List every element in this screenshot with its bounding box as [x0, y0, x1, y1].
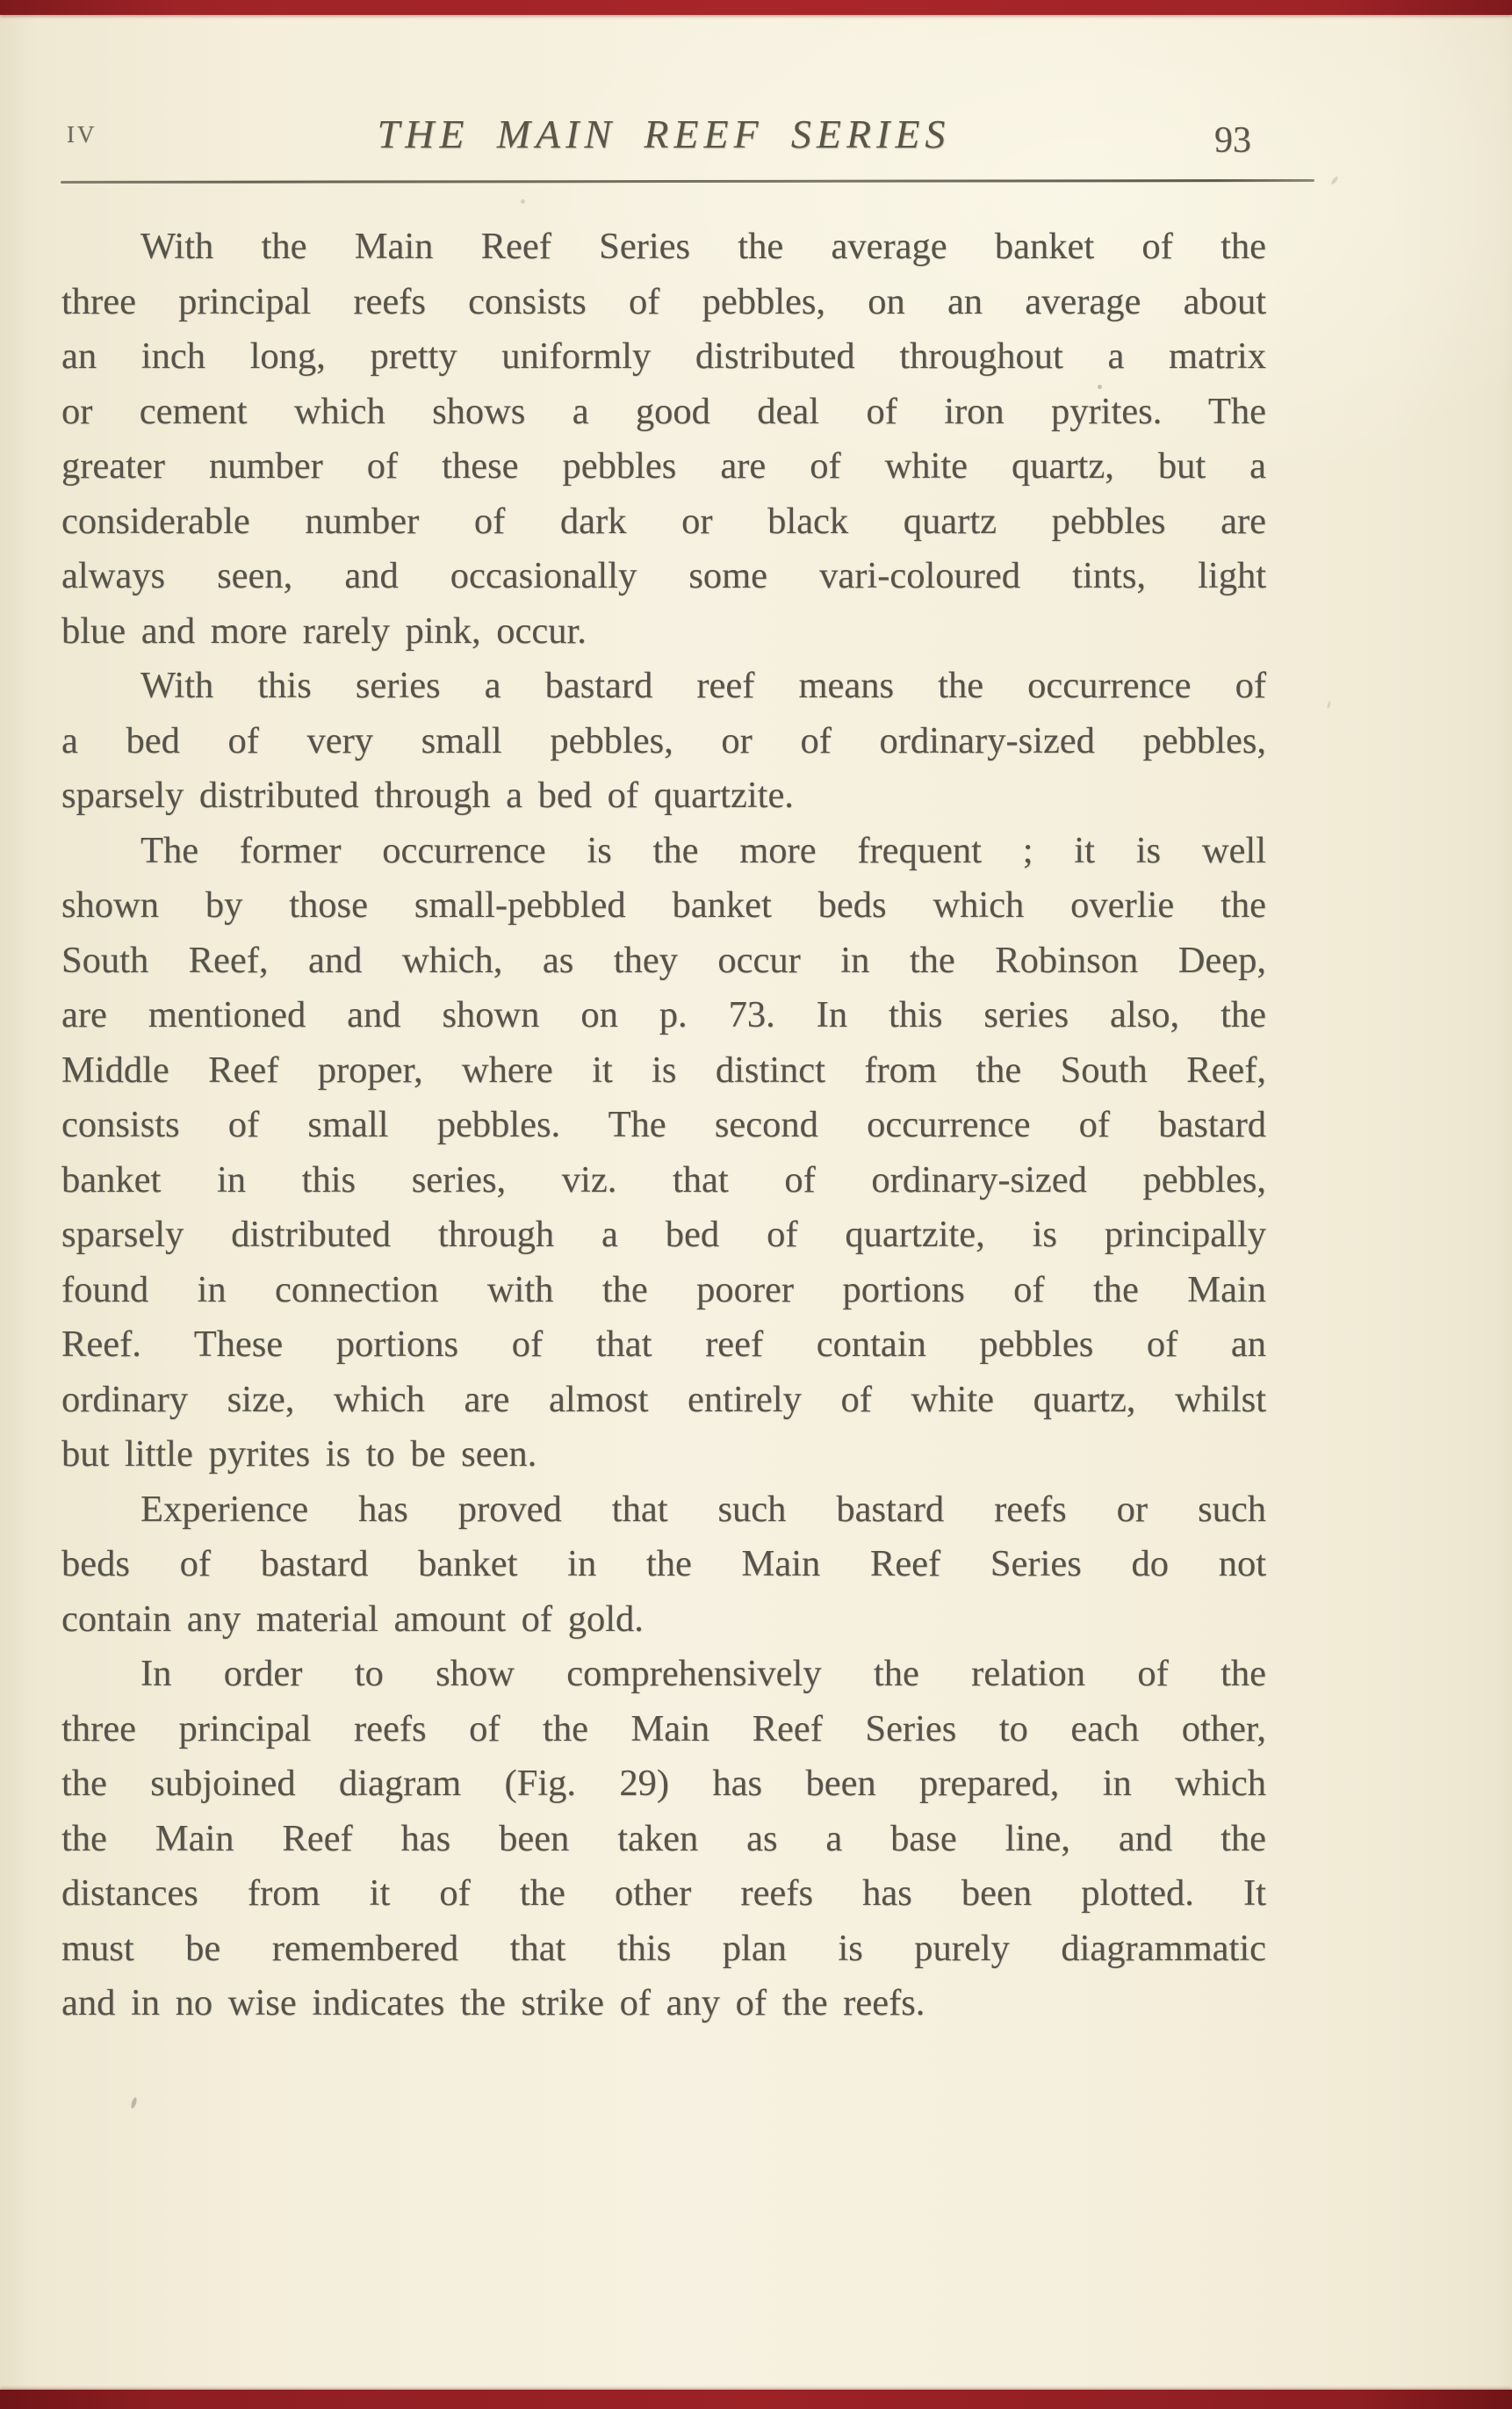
- body-text: [61, 220, 1266, 2031]
- text-line: consists of small pebbles. The second occurrence of bastard: [61, 1104, 1266, 1145]
- text-line: always seen, and occasionally some vari-coloured tints, light: [61, 555, 1266, 596]
- text-line: considerable number of dark or black quartz pebbles are: [61, 500, 1266, 542]
- text-line: a bed of very small pebbles, or of ordinary-sized pebbles,: [61, 719, 1266, 761]
- text-line: Reef. These portions of that reef contain pebbles of an: [61, 1324, 1266, 1365]
- scan-edge-top: [0, 0, 1512, 15]
- text-line: shown by those small-pebbled banket beds which overlie the: [61, 884, 1266, 926]
- text-line: banket in this series, viz. that of ordinary-sized pebbles,: [61, 1158, 1266, 1201]
- text-line: contain any material amount of gold.: [61, 1598, 644, 1640]
- text-line: the Main Reef has been taken as a base line, and the: [61, 1817, 1266, 1859]
- text-line: three principal reefs consists of pebbles, on an average about: [61, 280, 1266, 322]
- text-line: three principal reefs of the Main Reef Series to each other,: [61, 1707, 1266, 1749]
- text-line: or cement which shows a good deal of iron pyrites. The: [61, 390, 1266, 432]
- text-line: beds of bastard banket in the Main Reef Series do not: [61, 1543, 1266, 1584]
- text-line: and in no wise indicates the strike of any of the reefs.: [61, 1982, 925, 2023]
- text-line: Experience has proved that such bastard reefs or such: [140, 1488, 1266, 1530]
- text-line: must be remembered that this plan is purely diagrammatic: [61, 1927, 1266, 1969]
- text-line: In order to show comprehensively the relation of the: [140, 1653, 1266, 1694]
- text-line: The former occurrence is the more frequent ; it is well: [140, 829, 1266, 871]
- running-title: THE MAIN REEF SERIES: [377, 112, 951, 156]
- text-line: Middle Reef proper, where it is distinct from the South Reef,: [61, 1049, 1266, 1091]
- scan-blemish: [521, 199, 525, 204]
- scan-blemish: [1098, 385, 1102, 389]
- text-line: sparsely distributed through a bed of quartzite, is principally: [61, 1214, 1266, 1255]
- scan-blemish: [1327, 701, 1331, 709]
- text-line: distances from it of the other reefs has been plotted. It: [61, 1872, 1266, 1914]
- scan-edge-bottom: [0, 2390, 1512, 2409]
- text-line: the subjoined diagram (Fig. 29) has been prepared, in which: [61, 1763, 1266, 1804]
- text-line: an inch long, pretty uniformly distributed throughout a matrix: [61, 335, 1266, 377]
- text-line: are mentioned and shown on p. 73. In this series also, the: [61, 994, 1266, 1035]
- signature-mark: IV: [67, 121, 97, 148]
- text-line: With this series a bastard reef means the occurrence of: [140, 665, 1266, 706]
- text-line: but little pyrites is to be seen.: [61, 1433, 537, 1475]
- text-line: sparsely distributed through a bed of quartzite.: [61, 775, 794, 816]
- text-line: found in connection with the poorer portions of the Main: [61, 1268, 1266, 1310]
- page-number: 93: [1214, 120, 1251, 161]
- text-line: blue and more rarely pink, occur.: [61, 609, 587, 652]
- text-line: South Reef, and which, as they occur in the Robinson Deep,: [61, 939, 1266, 981]
- scan-blemish: [130, 2097, 138, 2110]
- text-line: greater number of these pebbles are of white quartz, but a: [61, 445, 1266, 487]
- text-line: ordinary size, which are almost entirely of white quartz, whilst: [61, 1378, 1266, 1420]
- text-line: With the Main Reef Series the average banket of the: [140, 226, 1266, 267]
- header-rule: [61, 179, 1314, 184]
- scan-blemish: [1330, 176, 1339, 185]
